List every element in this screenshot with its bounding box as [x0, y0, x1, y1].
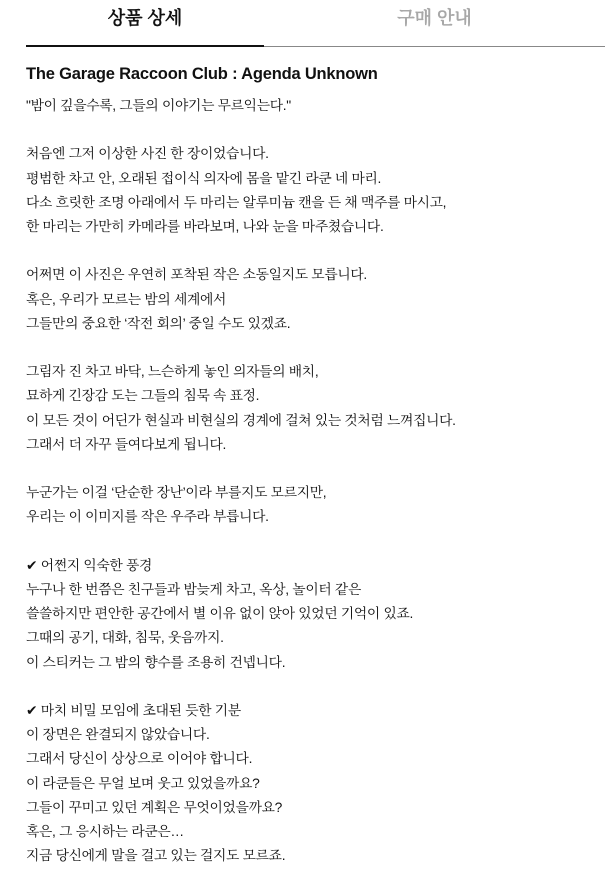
description-paragraph	[26, 94, 605, 118]
tab-purchase-info[interactable]: 구매 안내	[264, 0, 605, 47]
description-line: ✔ 어쩐지 익숙한 풍경	[26, 557, 153, 573]
description-line: 어쩌면 이 사진은 우연히 포착된 작은 소동일지도 모릅니다.	[26, 267, 367, 283]
description-line: 처음엔 그저 이상한 사진 한 장이었습니다.	[26, 146, 269, 162]
product-description	[26, 94, 605, 868]
description-line: 이 스티커는 그 밤의 향수를 조용히 건넵니다.	[26, 654, 286, 670]
description-line: 쓸쓸하지만 편안한 공간에서 별 이유 없이 앉아 있었던 기억이 있죠.	[26, 606, 414, 622]
description-line: 그래서 당신이 상상으로 이어야 합니다.	[26, 751, 253, 767]
description-line: "밤이 깊을수록, 그들의 이야기는 무르익는다."	[26, 98, 291, 113]
description-line: 그림자 진 차고 바닥, 느슨하게 놓인 의자들의 배치,	[26, 364, 319, 380]
description-line: 그때의 공기, 대화, 침묵, 웃음까지.	[26, 630, 224, 646]
description-paragraph	[26, 481, 605, 529]
description-line: 평범한 차고 안, 오래된 접이식 의자에 몸을 맡긴 라쿤 네 마리.	[26, 170, 382, 186]
description-line: 이 라쿤들은 무얼 보며 웃고 있었을까요?	[26, 775, 260, 791]
description-line: 누군가는 이걸 ‘단순한 장난’이라 부를지도 모르지만,	[26, 485, 327, 501]
product-title: The Garage Raccoon Club : Agenda Unknown	[26, 65, 378, 83]
tab-bar	[0, 0, 605, 47]
description-line: 누구나 한 번쯤은 친구들과 밤늦게 차고, 옥상, 놀이터 같은	[26, 581, 361, 597]
description-line: 그래서 더 자꾸 들여다보게 됩니다.	[26, 436, 227, 452]
description-paragraph	[26, 360, 605, 457]
description-line: 그들이 꾸미고 있던 계획은 무엇이었을까요?	[26, 799, 283, 815]
description-line: 지금 당신에게 말을 걸고 있는 걸지도 모르죠.	[26, 848, 286, 864]
description-paragraph	[26, 699, 605, 868]
description-line: 이 장면은 완결되지 않았습니다.	[26, 727, 210, 743]
description-line: 혹은, 그 응시하는 라쿤은…	[26, 824, 184, 839]
description-line: 이 모든 것이 어딘가 현실과 비현실의 경계에 걸쳐 있는 것처럼 느껴집니다.	[26, 412, 456, 428]
description-line: 우리는 이 이미지를 작은 우주라 부릅니다.	[26, 509, 269, 525]
description-line: 그들만의 중요한 ‘작전 회의’ 중일 수도 있겠죠.	[26, 315, 291, 331]
description-line: 다소 흐릿한 조명 아래에서 두 마리는 알루미늄 캔을 든 채 맥주를 마시고,	[26, 194, 447, 210]
description-line: 한 마리는 가만히 카메라를 바라보며, 나와 눈을 마주쳤습니다.	[26, 219, 384, 234]
description-paragraph	[26, 263, 605, 336]
description-paragraph	[26, 142, 605, 239]
description-line: 묘하게 긴장감 도는 그들의 침묵 속 표정.	[26, 388, 260, 404]
description-paragraph	[26, 554, 605, 675]
description-line: 혹은, 우리가 모르는 밤의 세계에서	[26, 291, 227, 307]
description-line: ✔ 마치 비밀 모임에 초대된 듯한 기분	[26, 702, 241, 718]
tab-product-detail[interactable]: 상품 상세	[26, 0, 264, 47]
